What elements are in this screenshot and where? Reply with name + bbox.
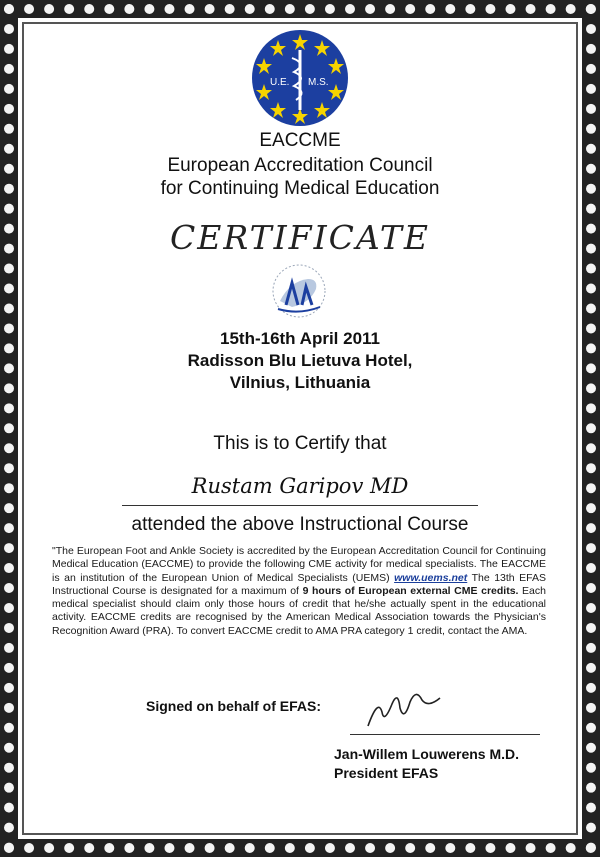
signer-title: President EFAS bbox=[334, 765, 439, 781]
accreditation-disclaimer bbox=[52, 545, 546, 638]
cme-credits-emphasis: 9 hours of European external CME credits. bbox=[302, 584, 519, 597]
signed-label: Signed on behalf of EFAS: bbox=[146, 698, 321, 714]
org-name-line2: for Continuing Medical Education bbox=[160, 178, 440, 199]
certify-text: This is to Certify that bbox=[213, 433, 387, 454]
certificate-title: CERTIFICATE bbox=[170, 218, 430, 257]
disclaimer-part2: The 13th EFAS Instructional Course is designated for a maximum of bbox=[52, 571, 546, 597]
attended-text: attended the above Instructional Course bbox=[131, 514, 469, 535]
event-venue: Radisson Blu Lietuva Hotel, bbox=[187, 351, 413, 370]
event-details bbox=[18, 328, 582, 394]
signature-line bbox=[350, 734, 540, 735]
recipient-name: Rustam Garipov MD bbox=[191, 474, 409, 498]
event-city: Vilnius, Lithuania bbox=[229, 373, 371, 392]
signer-block bbox=[334, 745, 519, 783]
logo-right-text: M.S. bbox=[308, 77, 329, 88]
disclaimer-part1: "The European Foot and Ankle Society is accredited by the European Accreditation Council for Continuing Medical Education (EACCME) to provide the following CME activity for medical specialists. The EACCME is an institution of the European Union of Medical Specialists (UEMS) bbox=[52, 545, 546, 584]
signature-icon bbox=[348, 668, 458, 738]
disclaimer-part3: Each medical specialist should claim only those hours of credit that he/she actually spent in the educational activity. EACCME credits are recognised by the American Medical Association towards the Physician's Recognition Award (PRA). To convert EACCME credit to AMA PRA category 1 credit, contact the AMA. bbox=[52, 584, 546, 637]
name-underline bbox=[122, 505, 478, 506]
uems-logo-icon bbox=[250, 28, 350, 128]
uems-link[interactable]: www.uems.net bbox=[394, 571, 468, 584]
event-dates: 15th-16th April 2011 bbox=[220, 329, 380, 348]
org-name-line1: European Accreditation Council bbox=[167, 155, 433, 176]
signer-name: Jan-Willem Louwerens M.D. bbox=[334, 746, 520, 762]
logo-left-text: U.E. bbox=[270, 77, 290, 88]
org-abbreviation: EACCME bbox=[259, 130, 341, 151]
efas-logo-icon bbox=[266, 261, 332, 321]
org-name bbox=[18, 154, 582, 200]
